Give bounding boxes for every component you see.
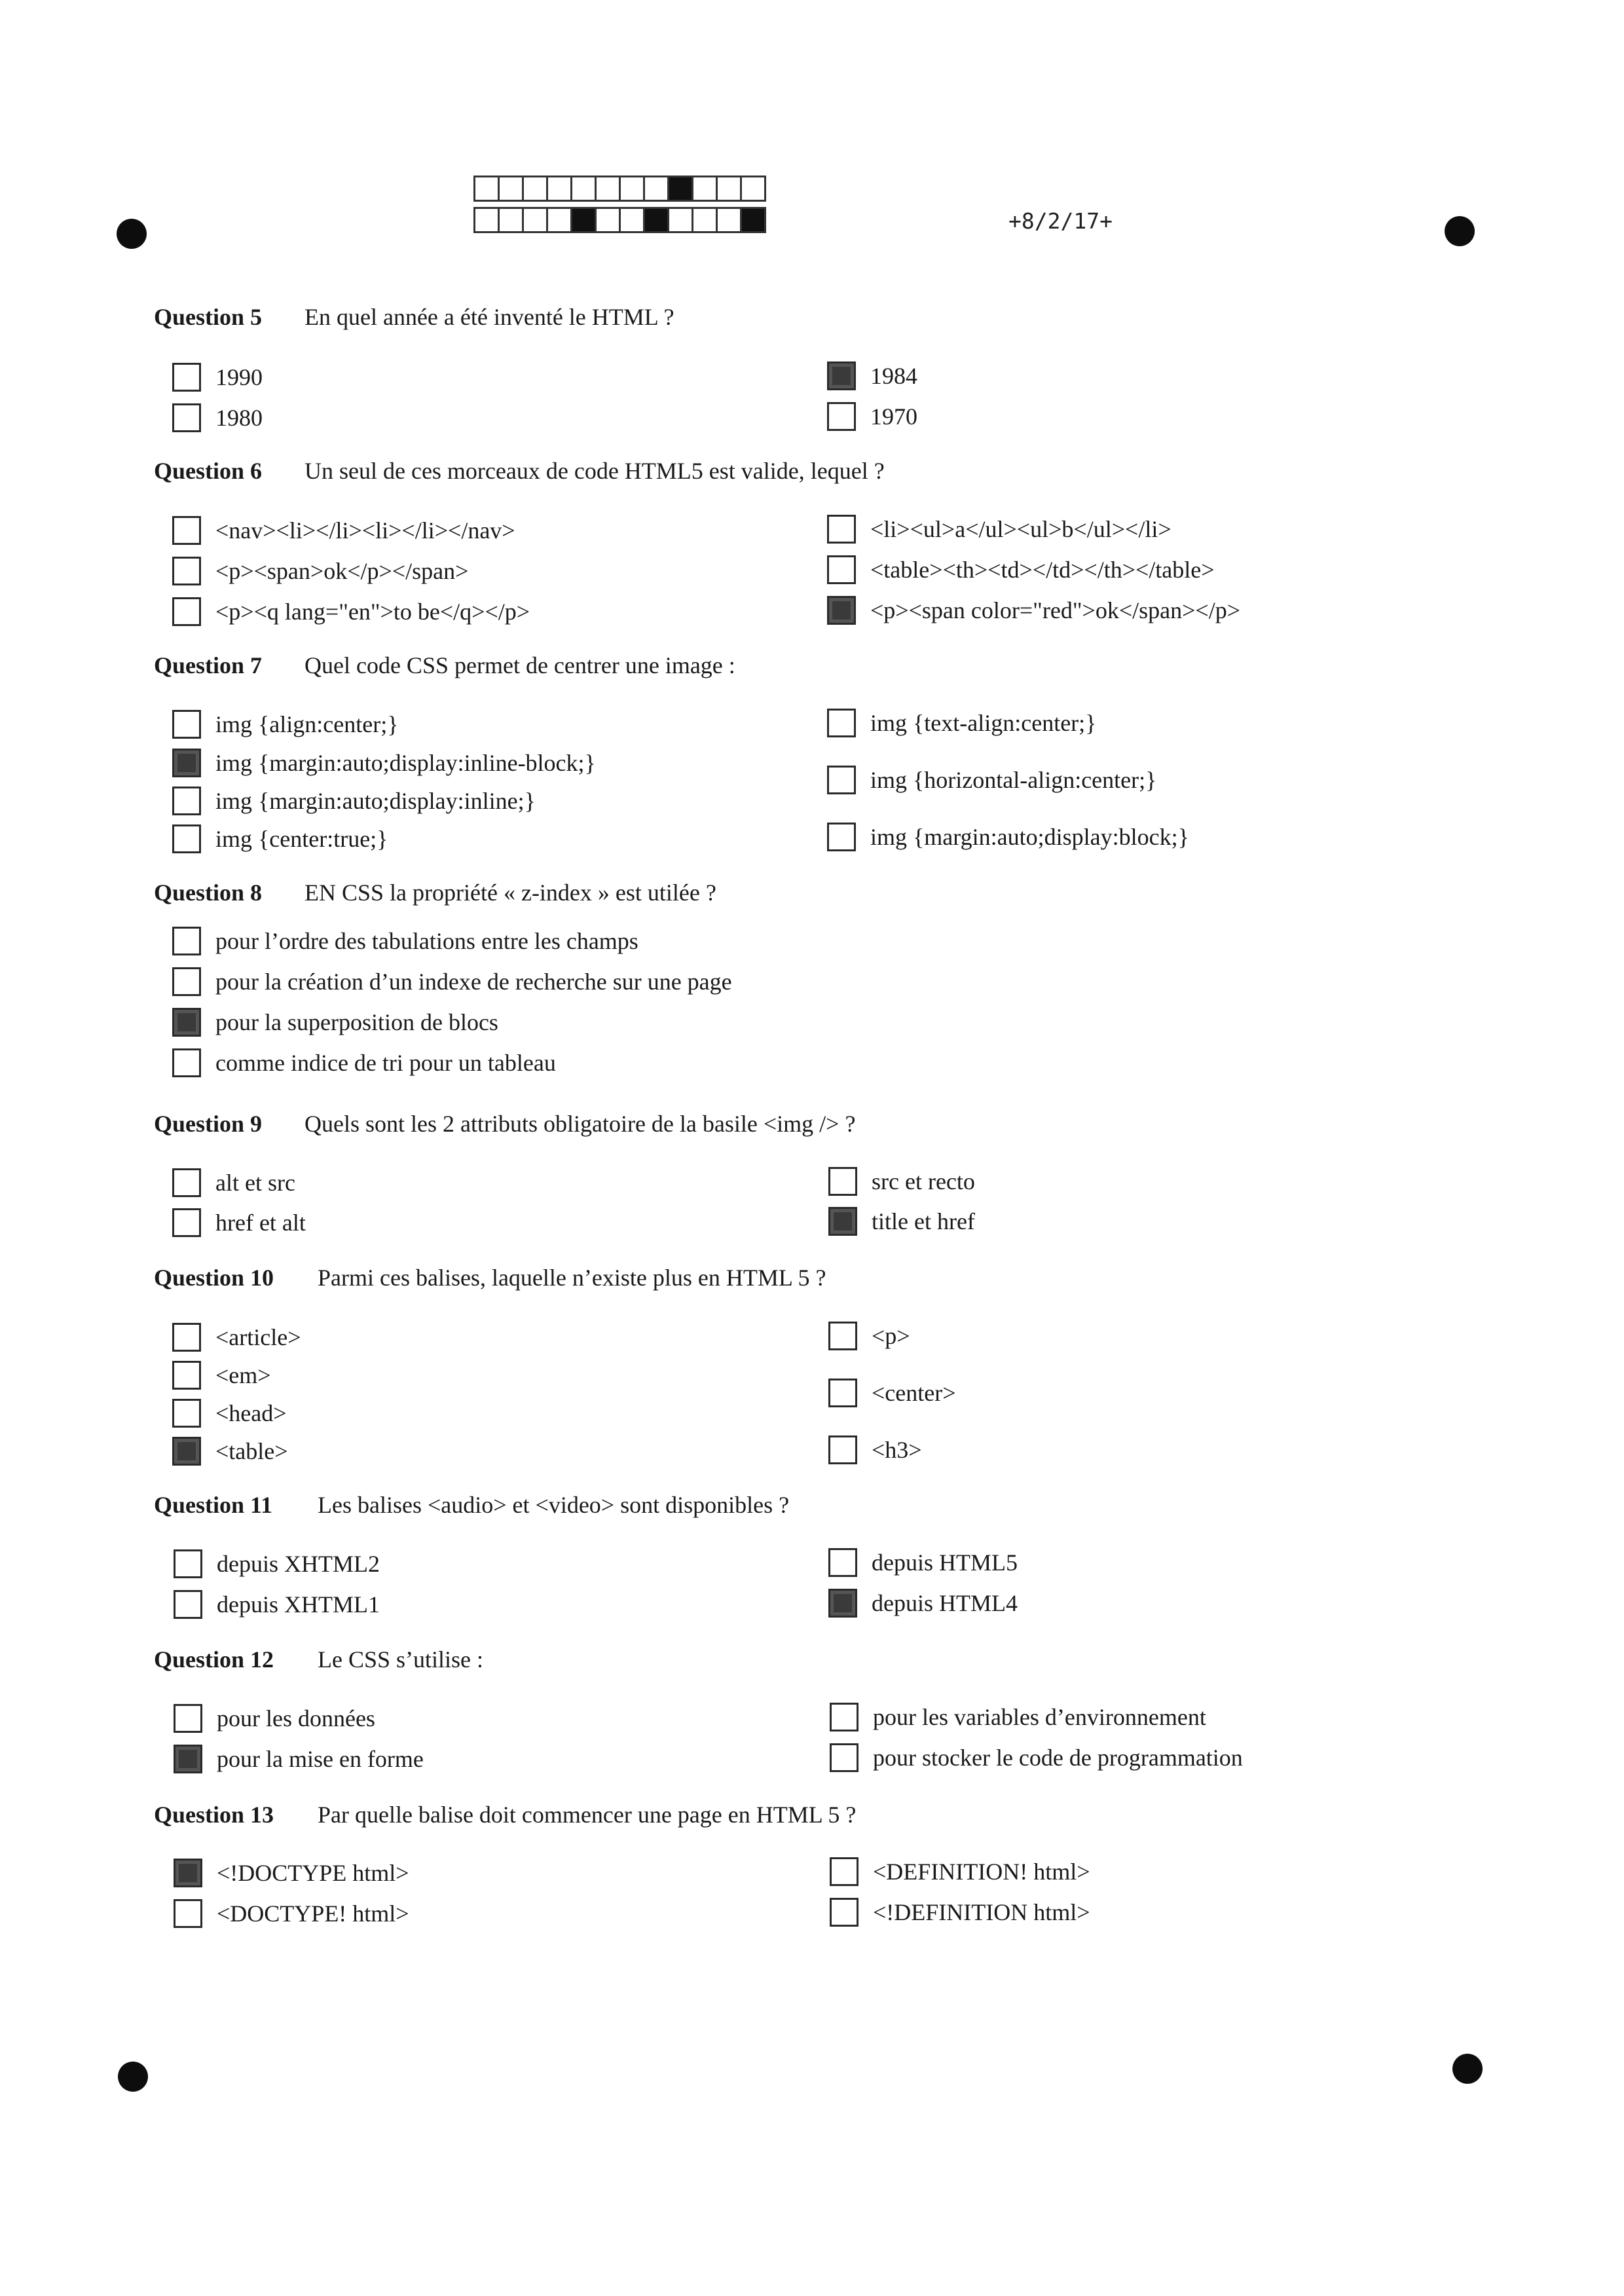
answer-option[interactable] (174, 1745, 424, 1773)
answer-text: pour les données (217, 1705, 375, 1731)
id-grid-cell (498, 207, 524, 233)
answer-checkbox[interactable] (174, 1549, 202, 1578)
answer-checkbox[interactable] (828, 1589, 857, 1618)
question-header (154, 1264, 826, 1291)
answer-option[interactable] (172, 710, 398, 739)
answer-option[interactable] (174, 1590, 380, 1619)
answer-option[interactable] (172, 597, 530, 626)
answer-text: 1984 (870, 363, 917, 389)
answer-option[interactable] (828, 1548, 1018, 1577)
question-text: Les balises <audio> et <video> sont disponibles ? (318, 1492, 790, 1518)
answer-option[interactable] (827, 709, 1096, 737)
answer-checkbox[interactable] (172, 967, 201, 996)
answer-option[interactable] (828, 1322, 910, 1350)
answer-option[interactable] (827, 596, 1240, 625)
answer-text: alt et src (215, 1170, 295, 1196)
answer-option[interactable] (174, 1549, 380, 1578)
answer-checkbox[interactable] (172, 710, 201, 739)
answer-option[interactable] (828, 1589, 1018, 1618)
id-grid-cell (595, 176, 621, 202)
answer-checkbox[interactable] (174, 1859, 202, 1887)
id-grid-cell (473, 207, 500, 233)
answer-text: img {margin:auto;display:inline;} (215, 788, 536, 814)
id-grid-cell (498, 176, 524, 202)
answer-checkbox[interactable] (172, 787, 201, 815)
answer-option[interactable] (827, 361, 917, 390)
answer-option[interactable] (172, 1168, 295, 1197)
registration-mark-bottom-left (118, 2062, 148, 2092)
answer-text: pour l’ordre des tabulations entre les champs (215, 928, 638, 954)
answer-checkbox[interactable] (174, 1745, 202, 1773)
answer-option[interactable] (172, 1323, 301, 1352)
answer-option[interactable] (827, 515, 1172, 544)
answer-text: img {margin:auto;display:block;} (870, 824, 1189, 850)
question-label: Question 10 (154, 1265, 274, 1291)
question-label: Question 7 (154, 652, 263, 678)
answer-option[interactable] (172, 403, 263, 432)
answer-checkbox[interactable] (830, 1743, 858, 1772)
answer-checkbox[interactable] (172, 1048, 201, 1077)
question-label: Question 5 (154, 304, 263, 330)
id-grid-cell (546, 176, 572, 202)
answer-checkbox[interactable] (828, 1435, 857, 1464)
question-header (154, 1801, 856, 1828)
answer-option[interactable] (172, 1399, 287, 1428)
question-label: Question 11 (154, 1492, 273, 1518)
answer-text: 1980 (215, 405, 263, 431)
answer-checkbox[interactable] (828, 1548, 857, 1577)
answer-checkbox[interactable] (172, 516, 201, 545)
answer-checkbox[interactable] (172, 824, 201, 853)
answer-text: <center> (872, 1380, 956, 1406)
question-header (154, 1110, 855, 1138)
answer-option[interactable] (172, 967, 732, 996)
question-label: Question 13 (154, 1802, 274, 1828)
registration-mark-top-right (1445, 216, 1475, 246)
answer-checkbox[interactable] (827, 709, 856, 737)
answer-checkbox[interactable] (827, 596, 856, 625)
id-grid-cell (740, 207, 766, 233)
id-grid-row-2 (473, 207, 764, 233)
answer-text: pour les variables d’environnement (873, 1704, 1206, 1730)
answer-checkbox[interactable] (172, 1008, 201, 1037)
answer-checkbox[interactable] (174, 1899, 202, 1928)
question-header (154, 1491, 789, 1519)
answer-option[interactable] (174, 1899, 409, 1928)
answer-checkbox[interactable] (172, 1399, 201, 1428)
answer-text: <li><ul>a</ul><ul>b</ul></li> (870, 516, 1172, 542)
question-header (154, 303, 674, 331)
id-grid-cell (692, 207, 718, 233)
id-grid-cell (716, 176, 742, 202)
id-grid-cell (643, 176, 669, 202)
answer-option[interactable] (172, 749, 596, 777)
question-header (154, 457, 885, 485)
answer-text: <table> (215, 1438, 288, 1464)
answer-option[interactable] (174, 1859, 409, 1887)
answer-text: <DOCTYPE! html> (217, 1900, 409, 1927)
question-label: Question 8 (154, 880, 263, 906)
id-grid-cell (546, 207, 572, 233)
answer-text: 1970 (870, 403, 917, 430)
answer-text: <nav><li></li><li></li></nav> (215, 517, 515, 544)
answer-text: depuis HTML4 (872, 1590, 1018, 1616)
answer-text: img {center:true;} (215, 826, 388, 852)
answer-text: img {horizontal-align:center;} (870, 767, 1157, 793)
page-identifier: +8/2/17+ (1008, 208, 1113, 234)
answer-checkbox[interactable] (828, 1379, 857, 1407)
answer-option[interactable] (830, 1857, 1090, 1886)
question-header (154, 1646, 483, 1673)
id-grid-cell (692, 176, 718, 202)
answer-checkbox[interactable] (172, 1208, 201, 1237)
answer-text: <article> (215, 1324, 301, 1350)
question-header (154, 652, 735, 679)
answer-text: <h3> (872, 1437, 922, 1463)
id-grid-cell (619, 176, 645, 202)
registration-mark-top-left (117, 219, 147, 249)
answer-option[interactable] (172, 1048, 556, 1077)
answer-text: 1990 (215, 364, 263, 390)
answer-checkbox[interactable] (172, 749, 201, 777)
id-grid-cell (595, 207, 621, 233)
question-label: Question 6 (154, 458, 263, 484)
answer-text: depuis XHTML1 (217, 1591, 380, 1618)
answer-option[interactable] (828, 1435, 922, 1464)
registration-mark-bottom-right (1452, 2054, 1483, 2084)
id-grid-cell (522, 176, 548, 202)
answer-text: pour stocker le code de programmation (873, 1745, 1243, 1771)
answer-checkbox[interactable] (827, 555, 856, 584)
id-grid-cell (716, 207, 742, 233)
id-grid-cell (667, 176, 693, 202)
question-text: Par quelle balise doit commencer une page en HTML 5 ? (318, 1802, 857, 1828)
question-text: Le CSS s’utilise : (318, 1646, 484, 1673)
answer-text: <em> (215, 1362, 271, 1388)
answer-checkbox[interactable] (172, 597, 201, 626)
answer-option[interactable] (827, 555, 1215, 584)
answer-text: <!DOCTYPE html> (217, 1860, 409, 1886)
answer-text: title et href (872, 1208, 975, 1234)
answer-option[interactable] (828, 1207, 975, 1236)
answer-checkbox[interactable] (172, 927, 201, 955)
answer-checkbox[interactable] (172, 1168, 201, 1197)
answer-option[interactable] (172, 824, 388, 853)
question-label: Question 9 (154, 1111, 263, 1137)
answer-checkbox[interactable] (172, 1323, 201, 1352)
answer-option[interactable] (830, 1898, 1090, 1927)
answer-checkbox[interactable] (828, 1322, 857, 1350)
answer-option[interactable] (830, 1743, 1243, 1772)
question-text: Un seul de ces morceaux de code HTML5 est valide, lequel ? (304, 458, 885, 484)
id-grid-cell (643, 207, 669, 233)
answer-option[interactable] (830, 1703, 1206, 1731)
answer-option[interactable] (172, 1208, 306, 1237)
answer-text: img {text-align:center;} (870, 710, 1097, 736)
question-text: En quel année a été inventé le HTML ? (304, 304, 674, 330)
id-grid-cell (473, 176, 500, 202)
answer-option[interactable] (172, 557, 468, 585)
answer-option[interactable] (172, 787, 536, 815)
question-text: Quel code CSS permet de centrer une image : (304, 652, 735, 678)
answer-option[interactable] (827, 766, 1156, 794)
answer-text: <p><span>ok</p></span> (215, 558, 469, 584)
question-text: Parmi ces balises, laquelle n’existe plus en HTML 5 ? (318, 1265, 826, 1291)
answer-text: pour la création d’un indexe de recherche sur une page (215, 969, 732, 995)
answer-checkbox[interactable] (830, 1703, 858, 1731)
answer-text: <p><span color="red">ok</span></p> (870, 597, 1241, 623)
answer-option[interactable] (827, 823, 1189, 851)
answer-checkbox[interactable] (174, 1704, 202, 1733)
answer-text: img {align:center;} (215, 711, 399, 737)
answer-checkbox[interactable] (830, 1857, 858, 1886)
answer-option[interactable] (172, 1008, 498, 1037)
id-grid-cell (570, 207, 597, 233)
id-grid-cell (667, 207, 693, 233)
answer-checkbox[interactable] (827, 515, 856, 544)
answer-checkbox[interactable] (827, 361, 856, 390)
answer-option[interactable] (828, 1167, 975, 1196)
question-label: Question 12 (154, 1646, 274, 1673)
answer-text: comme indice de tri pour un tableau (215, 1050, 556, 1076)
answer-checkbox[interactable] (827, 766, 856, 794)
answer-text: depuis XHTML2 (217, 1551, 380, 1577)
answer-text: <head> (215, 1400, 287, 1426)
answer-checkbox[interactable] (828, 1207, 857, 1236)
answer-text: pour la superposition de blocs (215, 1009, 498, 1035)
answer-text: <p><q lang="en">to be</q></p> (215, 599, 530, 625)
question-header (154, 879, 716, 906)
answer-text: <!DEFINITION html> (873, 1899, 1090, 1925)
answer-checkbox[interactable] (827, 402, 856, 431)
answer-text: img {margin:auto;display:inline-block;} (215, 750, 596, 776)
answer-option[interactable] (174, 1704, 375, 1733)
answer-checkbox[interactable] (174, 1590, 202, 1619)
answer-text: <table><th><td></td></th></table> (870, 557, 1215, 583)
answer-checkbox[interactable] (172, 1361, 201, 1390)
answer-checkbox[interactable] (172, 557, 201, 585)
id-grid-cell (740, 176, 766, 202)
answer-checkbox[interactable] (172, 1437, 201, 1466)
question-text: Quels sont les 2 attributs obligatoire de la basile <img /> ? (304, 1111, 856, 1137)
id-grid-cell (619, 207, 645, 233)
answer-checkbox[interactable] (828, 1167, 857, 1196)
answer-text: pour la mise en forme (217, 1746, 424, 1772)
answer-text: <DEFINITION! html> (873, 1859, 1090, 1885)
id-grid-cell (522, 207, 548, 233)
answer-checkbox[interactable] (827, 823, 856, 851)
answer-text: <p> (872, 1323, 910, 1349)
answer-option[interactable] (172, 1361, 271, 1390)
answer-option[interactable] (172, 363, 263, 392)
id-grid-cell (570, 176, 597, 202)
answer-option[interactable] (828, 1379, 956, 1407)
answer-option[interactable] (827, 402, 917, 431)
answer-option[interactable] (172, 927, 638, 955)
id-grid-row-1 (473, 176, 764, 202)
question-text: EN CSS la propriété « z-index » est utilée ? (304, 880, 716, 906)
answer-option[interactable] (172, 516, 515, 545)
answer-text: depuis HTML5 (872, 1549, 1018, 1576)
answer-option[interactable] (172, 1437, 288, 1466)
answer-checkbox[interactable] (172, 363, 201, 392)
answer-text: href et alt (215, 1210, 306, 1236)
answer-checkbox[interactable] (172, 403, 201, 432)
answer-checkbox[interactable] (830, 1898, 858, 1927)
answer-text: src et recto (872, 1168, 975, 1194)
